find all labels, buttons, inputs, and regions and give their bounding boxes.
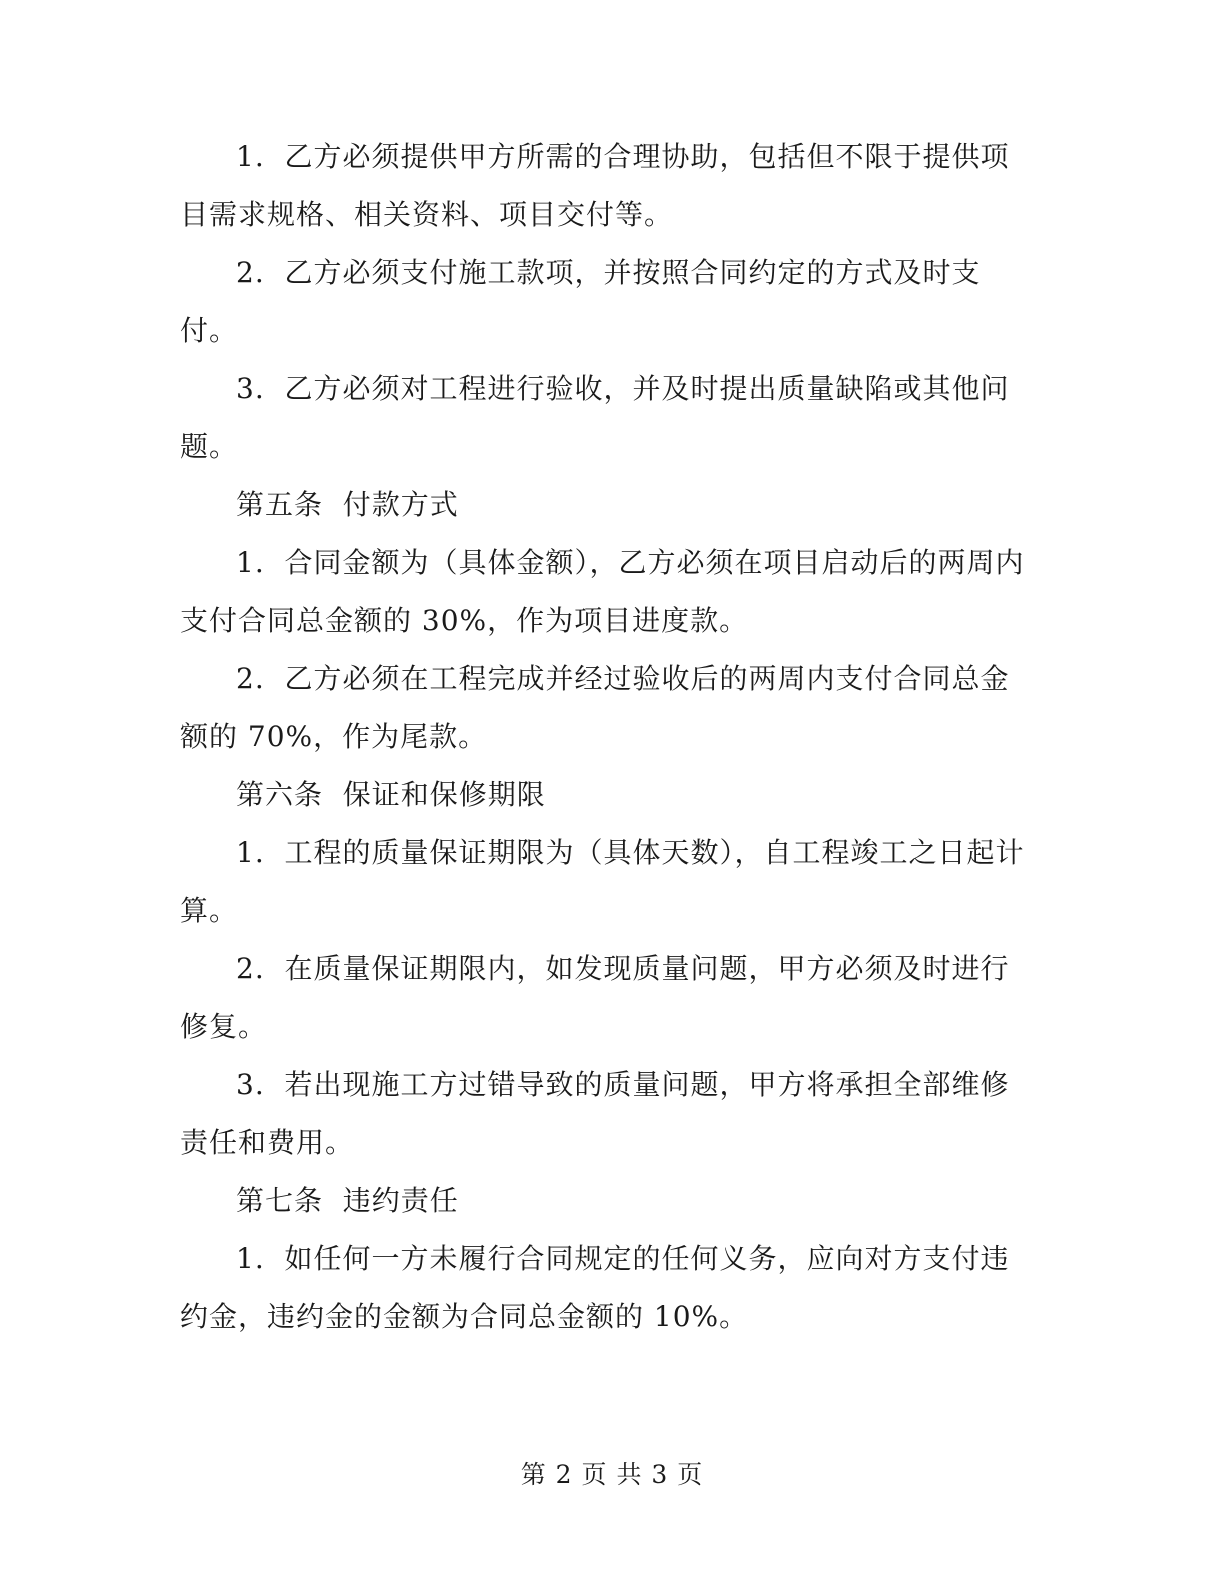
clause-item: 1. 乙方必须提供甲方所需的合理协助，包括但不限于提供项目需求规格、相关资料、项目交付等。	[180, 140, 1010, 231]
clause-item: 3. 若出现施工方过错导致的质量问题，甲方将承担全部维修责任和费用。	[180, 1068, 1010, 1159]
page-number-footer: 第 2 页 共 3 页	[520, 1460, 704, 1489]
clause-item: 2. 乙方必须支付施工款项，并按照合同约定的方式及时支付。	[180, 256, 981, 347]
clause-item: 3. 乙方必须对工程进行验收，并及时提出质量缺陷或其他问题。	[180, 372, 1010, 463]
section-heading: 第七条 违约责任	[236, 1184, 459, 1217]
section-heading: 第六条 保证和保修期限	[236, 778, 546, 811]
clause-item: 1. 工程的质量保证期限为（具体天数），自工程竣工之日起计算。	[180, 836, 1025, 927]
clause-item: 1. 如任何一方未履行合同规定的任何义务，应向对方支付违约金，违约金的金额为合同总金额的 10%。	[180, 1242, 1010, 1333]
document-body	[180, 128, 1036, 1346]
clause-item: 2. 在质量保证期限内，如发现质量问题，甲方必须及时进行修复。	[180, 952, 1010, 1043]
clause-item: 1. 合同金额为（具体金额），乙方必须在项目启动后的两周内支付合同总金额的 30%，作为项目进度款。	[180, 546, 1025, 637]
clause-item: 2. 乙方必须在工程完成并经过验收后的两周内支付合同总金额的 70%，作为尾款。	[180, 662, 1010, 753]
section-heading: 第五条 付款方式	[236, 488, 459, 521]
